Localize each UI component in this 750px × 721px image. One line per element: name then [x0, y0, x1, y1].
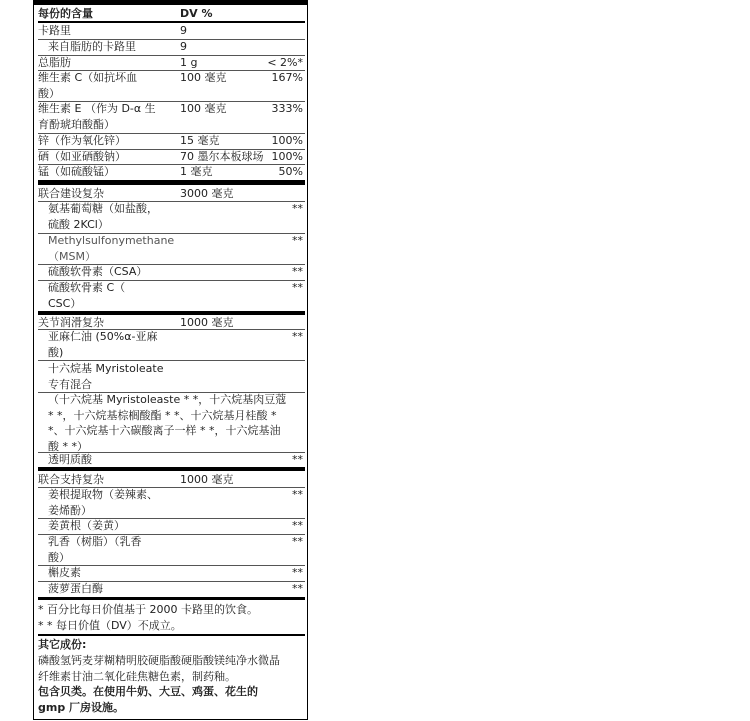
ingredient-label: （十六烷基 Myristoleaste * *，十六烷基肉豆蔻 * *，十六烷基棕榈酸酯 * *、十六烷基月桂酸 * *、十六烷基十六碳酸离子一样 * *，十六烷基油 酸 * *）: [48, 393, 287, 453]
nutrient-label: 来自脂肪的卡路里: [48, 40, 136, 53]
nutrient-dv: 100%: [271, 134, 303, 147]
ingredient-dv: **: [292, 234, 303, 247]
ingredient-label: 乳香（树脂）（乳香 酸）: [48, 535, 142, 564]
ingredient-label: 菠萝蛋白酶: [48, 582, 103, 595]
nutrient-amount: 9: [180, 24, 187, 37]
nutrient-label: 卡路里: [38, 24, 71, 37]
nutrient-amount: 100 毫克: [180, 102, 227, 115]
section-divider: [38, 467, 305, 471]
nutrient-dv: 50%: [278, 165, 303, 178]
allergen-statement: 包含贝类。在使用牛奶、大豆、鸡蛋、花生的 gmp 厂房设施。: [38, 685, 258, 714]
footnote-divider: [38, 634, 305, 636]
ingredient-label: 硫酸软骨素（CSA）: [48, 265, 148, 278]
ingredient-dv: **: [292, 281, 303, 294]
section-title: 联合建设复杂: [38, 187, 104, 200]
nutrient-dv: 167%: [271, 71, 303, 84]
ingredient-dv: **: [292, 202, 303, 215]
section-amount: 1000 毫克: [180, 473, 234, 486]
nutrient-amount: 100 毫克: [180, 71, 227, 84]
ingredient-label: 十六烷基 Myristoleate 专有混合: [48, 362, 164, 391]
ingredient-label: Methylsulfonymethane （MSM）: [48, 234, 175, 263]
ingredient-dv: **: [292, 330, 303, 343]
ingredient-dv: **: [292, 453, 303, 466]
top-bar: [34, 0, 307, 5]
nutrient-dv: 100%: [271, 150, 303, 163]
ingredient-dv: **: [292, 265, 303, 278]
section-amount: 1000 毫克: [180, 316, 234, 329]
supplement-facts-panel: [33, 0, 308, 720]
section-amount: 3000 毫克: [180, 187, 234, 200]
ingredient-dv: **: [292, 519, 303, 532]
ingredient-dv: **: [292, 566, 303, 579]
nutrient-label: 锌（作为氧化锌）: [38, 134, 126, 147]
footnote-dv-basis: * 百分比每日价值基于 2000 卡路里的饮食。: [38, 603, 258, 616]
other-ingredients-text: 磷酸氢钙麦芽糊精明胶硬脂酸硬脂酸镁纯净水微晶 纤维素甘油二氧化硅焦糖色素，制药釉。: [38, 654, 280, 683]
header-divider: [38, 21, 305, 23]
nutrient-amount: 15 毫克: [180, 134, 220, 147]
section-divider: [38, 180, 305, 185]
section-title: 联合支持复杂: [38, 473, 104, 486]
ingredient-label: 透明质酸: [48, 453, 92, 466]
nutrient-dv: 333%: [271, 102, 303, 115]
header-dv: DV %: [180, 7, 213, 20]
ingredient-label: 姜黄根（姜黄）: [48, 519, 125, 532]
nutrient-label: 维生素 C（如抗坏血 酸）: [38, 71, 138, 100]
nutrient-amount: 70 墨尔本板球场: [180, 150, 264, 163]
ingredient-label: 槲皮素: [48, 566, 81, 579]
section-divider: [38, 597, 305, 600]
nutrient-label: 锰（如硫酸锰）: [38, 165, 115, 178]
ingredient-dv: **: [292, 488, 303, 501]
nutrient-amount: 1 毫克: [180, 165, 213, 178]
nutrient-label: 硒（如亚硒酸钠）: [38, 150, 126, 163]
section-title: 关节润滑复杂: [38, 316, 104, 329]
ingredient-label: 氨基葡萄糖（如盐酸， 硫酸 2KCl）: [48, 202, 158, 231]
ingredient-label: 姜根提取物（姜辣素、 姜烯酚）: [48, 488, 158, 517]
nutrient-label: 维生素 E （作为 D-α 生 育酚琥珀酸酯）: [38, 102, 156, 131]
footnote-dv-not-established: * * 每日价值（DV）不成立。: [38, 619, 182, 632]
nutrient-amount: 1 g: [180, 56, 198, 69]
header-label: 每份的含量: [38, 7, 93, 20]
nutrient-amount: 9: [180, 40, 187, 53]
nutrient-dv: < 2%*: [267, 56, 303, 69]
ingredient-label: 硫酸软骨素 C（ CSC）: [48, 281, 126, 310]
nutrient-label: 总脂肪: [38, 56, 71, 69]
ingredient-dv: **: [292, 535, 303, 548]
other-ingredients-title: 其它成份:: [38, 638, 87, 651]
row-divider: [38, 55, 305, 56]
ingredient-dv: **: [292, 582, 303, 595]
ingredient-label: 亚麻仁油 (50%α-亚麻 酸): [48, 330, 158, 359]
